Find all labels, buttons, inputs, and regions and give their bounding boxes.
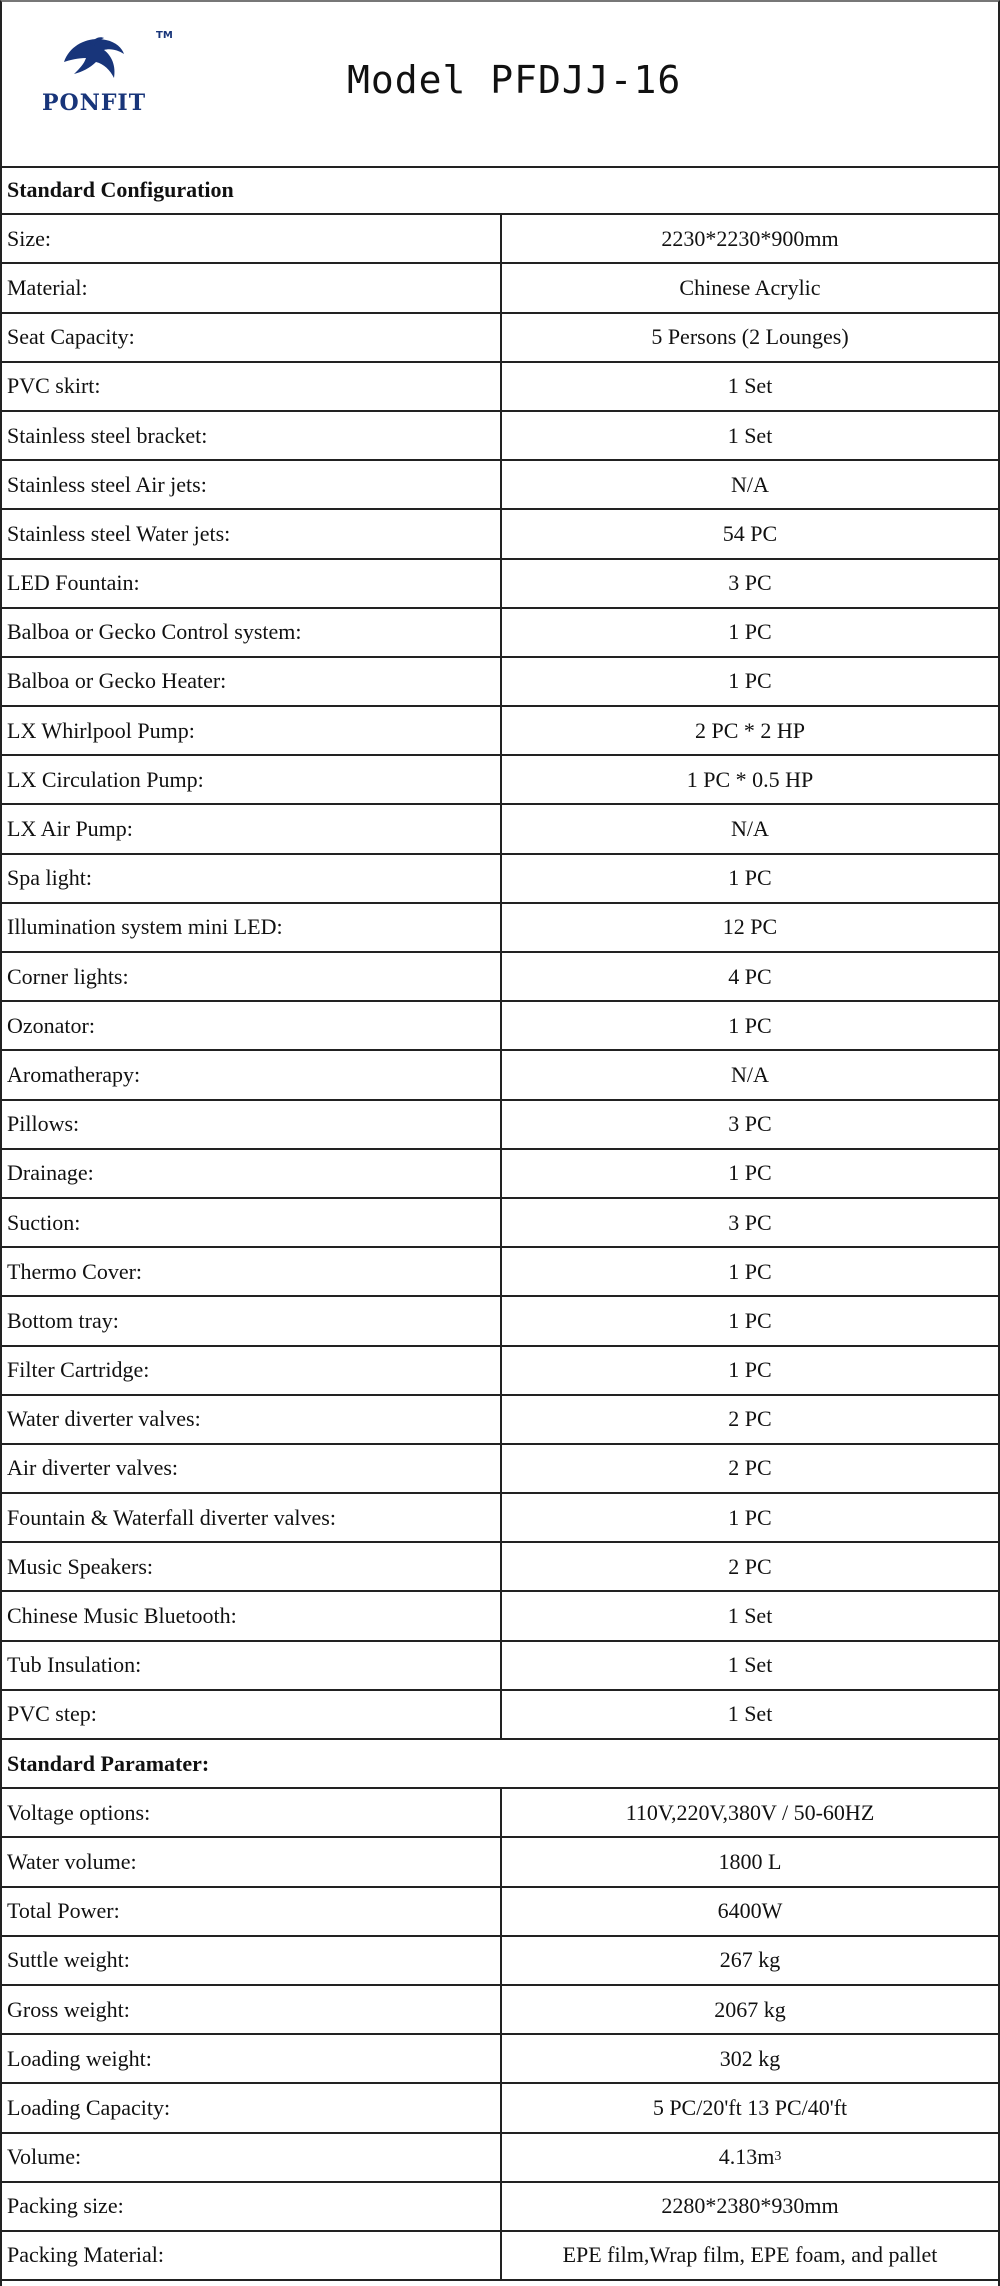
row-value-text: 1 PC (728, 1357, 772, 1383)
row-label: Total Power: (2, 1888, 502, 1935)
row-value-text: 6400W (717, 1898, 783, 1924)
row-label: Corner lights: (2, 953, 502, 1000)
page-title: Model PFDJJ-16 (347, 58, 682, 102)
row-value-text: EPE film,Wrap film, EPE foam, and pallet (562, 2242, 938, 2268)
row-label: Tub Insulation: (2, 1642, 502, 1689)
row-value-text: 3 PC (728, 570, 772, 596)
table-row (2, 560, 998, 609)
row-label: Music Speakers: (2, 1543, 502, 1590)
table-row (2, 1543, 998, 1592)
table-row (2, 1248, 998, 1297)
row-label: Balboa or Gecko Control system: (2, 609, 502, 656)
row-value (502, 1888, 998, 1935)
table-row (2, 1642, 998, 1691)
row-label: Filter Cartridge: (2, 1347, 502, 1394)
table-row (2, 461, 998, 510)
row-value-text: 12 PC (722, 914, 778, 940)
row-value (502, 756, 998, 803)
row-value-text: 1800 L (718, 1848, 782, 1874)
row-value (502, 1445, 998, 1492)
table-row (2, 1691, 998, 1740)
table-row (2, 1396, 998, 1445)
row-value-text: 1 PC (728, 865, 772, 891)
row-value-text: Chinese Acrylic (679, 274, 821, 300)
table-row (2, 1002, 998, 1051)
row-value-text: 1 Set (727, 1652, 773, 1678)
row-value (502, 264, 998, 311)
table-row (2, 1199, 998, 1248)
row-value-text: 1 Set (727, 373, 773, 399)
spec-table (2, 166, 998, 2281)
row-value-text: 4 PC (728, 963, 772, 989)
trademark-mark: TM (156, 30, 173, 41)
row-label: Drainage: (2, 1150, 502, 1197)
row-value-text: 2280*2380*930mm (661, 2193, 839, 2219)
row-label: PVC skirt: (2, 363, 502, 410)
table-row (2, 1347, 998, 1396)
section-heading-label: Standard Paramater: (7, 1750, 210, 1776)
row-value (502, 2084, 998, 2131)
row-label: Fountain & Waterfall diverter valves: (2, 1494, 502, 1541)
table-row (2, 1986, 998, 2035)
section-heading (2, 166, 998, 215)
row-label: Stainless steel bracket: (2, 412, 502, 459)
row-label: Stainless steel Water jets: (2, 510, 502, 557)
row-value-text: 2067 kg (714, 1996, 786, 2022)
table-row (2, 805, 998, 854)
table-row (2, 1494, 998, 1543)
row-value (502, 1199, 998, 1246)
row-value (502, 855, 998, 902)
row-label: LX Air Pump: (2, 805, 502, 852)
row-label: Air diverter valves: (2, 1445, 502, 1492)
row-value (502, 2035, 998, 2082)
row-label: Suttle weight: (2, 1937, 502, 1984)
row-value-text: 1 PC (728, 1160, 772, 1186)
table-row (2, 314, 998, 363)
dolphin-icon (60, 34, 130, 92)
row-value-text: 1 PC (728, 1012, 772, 1038)
table-row (2, 363, 998, 412)
table-row (2, 1051, 998, 1100)
row-value (502, 2183, 998, 2230)
row-label: Material: (2, 264, 502, 311)
row-value: 4.13m 3 (718, 2144, 782, 2170)
table-row (2, 1101, 998, 1150)
row-value (502, 1297, 998, 1344)
row-label: Size: (2, 215, 502, 262)
row-value (502, 1838, 998, 1885)
table-row (2, 1150, 998, 1199)
row-label: Packing Material: (2, 2232, 502, 2279)
row-value (502, 314, 998, 361)
row-label: Suction: (2, 1199, 502, 1246)
table-row (2, 1838, 998, 1887)
row-value (502, 609, 998, 656)
table-row (2, 658, 998, 707)
row-label: Voltage options: (2, 1789, 502, 1836)
row-value-text: 3 PC (728, 1209, 772, 1235)
row-value (502, 461, 998, 508)
row-label: Packing size: (2, 2183, 502, 2230)
row-value (502, 1248, 998, 1295)
row-value (502, 1396, 998, 1443)
table-row (2, 1445, 998, 1494)
row-value (502, 412, 998, 459)
table-row (2, 756, 998, 805)
row-label: Balboa or Gecko Heater: (2, 658, 502, 705)
row-value (502, 1789, 998, 1836)
row-value-text: 1 PC (728, 619, 772, 645)
row-value-text: N/A (731, 471, 769, 497)
row-value (502, 1051, 998, 1098)
row-value (502, 1592, 998, 1639)
table-row (2, 2035, 998, 2084)
row-label: LX Circulation Pump: (2, 756, 502, 803)
row-label: Loading Capacity: (2, 2084, 502, 2131)
table-row (2, 904, 998, 953)
row-value (502, 1642, 998, 1689)
header (2, 2, 998, 168)
row-label: Ozonator: (2, 1002, 502, 1049)
table-row (2, 707, 998, 756)
row-value (502, 1494, 998, 1541)
row-label: Pillows: (2, 1101, 502, 1148)
table-row (2, 215, 998, 264)
row-value-text: 2 PC (728, 1455, 772, 1481)
row-value (502, 658, 998, 705)
row-label: PVC step: (2, 1691, 502, 1738)
row-value-text: 267 kg (719, 1947, 781, 1973)
row-value (502, 1150, 998, 1197)
row-value (502, 510, 998, 557)
table-row (2, 2183, 998, 2232)
row-value-text: 302 kg (719, 2045, 781, 2071)
table-row (2, 1888, 998, 1937)
brand-wordmark: PONFIT (42, 90, 147, 116)
row-value (502, 953, 998, 1000)
row-value (502, 904, 998, 951)
row-label: Loading weight: (2, 2035, 502, 2082)
row-value-text: 110V,220V,380V / 50-60HZ (625, 1799, 875, 1825)
table-row (2, 412, 998, 461)
row-value (502, 1543, 998, 1590)
section-heading-label: Standard Configuration (7, 176, 234, 202)
row-value-text: 1 Set (727, 1603, 773, 1629)
row-value (502, 1691, 998, 1738)
row-value-text: N/A (731, 816, 769, 842)
row-value (502, 215, 998, 262)
row-value (502, 1002, 998, 1049)
brand-logo (38, 30, 178, 126)
table-row (2, 953, 998, 1002)
row-label: Water volume: (2, 1838, 502, 1885)
row-value-text: 5 Persons (2 Lounges) (651, 324, 849, 350)
row-value-text: 1 PC * 0.5 HP (686, 766, 814, 792)
table-row (2, 264, 998, 313)
row-value (502, 560, 998, 607)
row-label: Volume: (2, 2134, 502, 2181)
row-value (502, 805, 998, 852)
row-value-text: N/A (731, 1061, 769, 1087)
row-value-text: 1 PC (728, 1504, 772, 1530)
row-label: Spa light: (2, 855, 502, 902)
row-value-text: 1 Set (727, 1701, 773, 1727)
row-value (502, 1986, 998, 2033)
row-value-text: 4.13m (718, 2144, 775, 2170)
row-value-text: 2 PC * 2 HP (694, 717, 806, 743)
table-row (2, 1297, 998, 1346)
table-row (2, 2232, 998, 2281)
row-label: Aromatherapy: (2, 1051, 502, 1098)
row-value (502, 1101, 998, 1148)
table-row (2, 2084, 998, 2133)
row-value (502, 363, 998, 410)
row-value (502, 707, 998, 754)
row-label: LX Whirlpool Pump: (2, 707, 502, 754)
row-label: Illumination system mini LED: (2, 904, 502, 951)
row-value-text: 1 PC (728, 668, 772, 694)
row-value-text: 2 PC (728, 1406, 772, 1432)
row-label: Water diverter valves: (2, 1396, 502, 1443)
section-heading (2, 1740, 998, 1789)
row-label: Seat Capacity: (2, 314, 502, 361)
table-row (2, 2134, 998, 2183)
row-value-text: 1 Set (727, 422, 773, 448)
row-value-text: 2 PC (728, 1553, 772, 1579)
row-label: LED Fountain: (2, 560, 502, 607)
row-label: Stainless steel Air jets: (2, 461, 502, 508)
row-value-text: 1 PC (728, 1307, 772, 1333)
row-value (502, 1347, 998, 1394)
row-value-text: 54 PC (722, 520, 778, 546)
row-value-text: 1 PC (728, 1258, 772, 1284)
row-value-text: 5 PC/20'ft 13 PC/40'ft (652, 2094, 848, 2120)
table-row (2, 1592, 998, 1641)
table-row (2, 1789, 998, 1838)
table-row (2, 1937, 998, 1986)
table-row (2, 609, 998, 658)
row-value-text: 3 PC (728, 1111, 772, 1137)
row-value (502, 2232, 998, 2279)
row-label: Thermo Cover: (2, 1248, 502, 1295)
table-row (2, 510, 998, 559)
row-value-text: 2230*2230*900mm (661, 225, 839, 251)
row-value (502, 1937, 998, 1984)
row-label: Gross weight: (2, 1986, 502, 2033)
row-label: Bottom tray: (2, 1297, 502, 1344)
table-row (2, 855, 998, 904)
row-label: Chinese Music Bluetooth: (2, 1592, 502, 1639)
